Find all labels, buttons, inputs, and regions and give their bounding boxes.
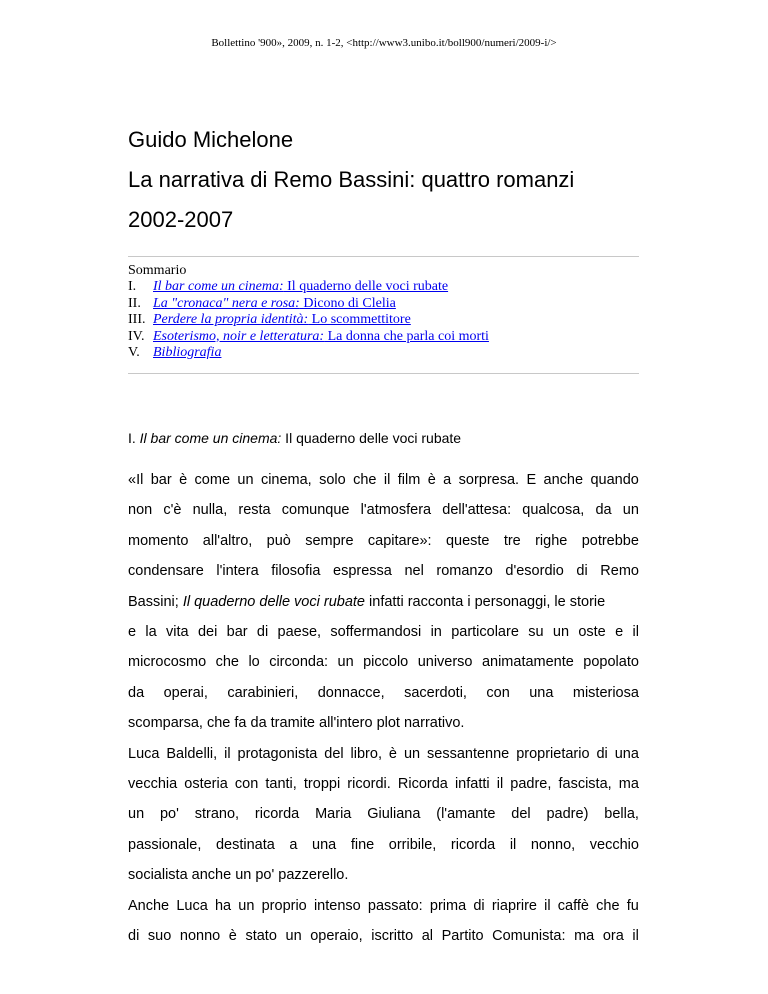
text-line [128, 495, 639, 525]
word: momento [128, 532, 189, 549]
word: e [128, 624, 137, 641]
word: ma [618, 776, 639, 793]
title-block [128, 120, 648, 240]
word: ricorda [450, 836, 496, 853]
word: dei [197, 624, 218, 641]
word: «Il [128, 472, 144, 488]
word: di [128, 928, 140, 945]
word: il [509, 836, 517, 853]
section-number: I. [128, 430, 140, 446]
table-of-contents [128, 263, 648, 361]
word: il [496, 776, 504, 793]
text-line [128, 594, 605, 610]
word: suo [147, 928, 172, 945]
text-line [128, 526, 639, 556]
word: il [544, 897, 551, 914]
paragraph [128, 891, 639, 952]
text-line [128, 830, 639, 860]
word: osteria [184, 776, 228, 793]
word: da [128, 684, 145, 701]
text-line [128, 465, 639, 495]
toc-link-title: La donna che parla coi morti [324, 328, 489, 344]
word: c'è [163, 502, 182, 519]
word: sessantenne [427, 745, 510, 762]
toc-item [128, 329, 648, 345]
word: su [528, 624, 544, 641]
toc-top-divider [128, 256, 639, 257]
word: all'altro, [202, 532, 253, 549]
word: e [615, 624, 624, 641]
word: proprietario [516, 745, 590, 762]
word: particolare [451, 624, 519, 641]
word: in [430, 624, 442, 641]
word: lo [248, 654, 260, 671]
word: vita [166, 624, 189, 641]
word: paese, [277, 624, 322, 641]
toc-item-number: I. [128, 279, 137, 295]
word: sacerdoti, [404, 684, 467, 701]
paragraph [128, 465, 639, 739]
toc-link-italic: Il bar come un cinema: [153, 279, 284, 295]
toc-item-number: IV. [128, 328, 145, 344]
word: Comunista: [492, 928, 566, 945]
word: Anche [128, 897, 170, 914]
toc-link-italic: Perdere la propria identità: [153, 312, 309, 328]
toc-link-title: Lo scommettitore [308, 312, 411, 328]
word: soffermandosi [330, 624, 422, 641]
word: a [443, 472, 452, 488]
word: ora [602, 928, 624, 945]
word: che [353, 472, 377, 488]
word: libro, [350, 745, 382, 762]
word: tre [503, 532, 521, 549]
word: oste [578, 624, 606, 641]
word: di [596, 745, 608, 762]
text-line: scomparsa, che fa da tramite all'intero plot narrativo. [128, 715, 465, 732]
word: romanzo [436, 563, 493, 580]
text-line [128, 678, 639, 708]
article-title-line-2: 2002-2007 [128, 207, 234, 232]
word: capitare»: [367, 532, 432, 549]
word: un [337, 654, 354, 671]
word: prima [429, 897, 467, 914]
word: orribile, [388, 836, 437, 853]
word: sempre [305, 532, 354, 549]
word: cinema, [260, 472, 312, 488]
word: carabinieri, [227, 684, 299, 701]
word: popolato [583, 654, 639, 671]
word: a [289, 836, 298, 853]
word: al [421, 928, 434, 945]
word: destinata [215, 836, 275, 853]
word: con [486, 684, 510, 701]
toc-link-title: Il quaderno delle voci rubate [283, 279, 449, 295]
word: un [622, 502, 639, 519]
word: potrebbe [581, 532, 639, 549]
text-line [128, 617, 639, 647]
word: Baldelli, [166, 745, 218, 762]
toc-item-number: III. [128, 312, 146, 328]
article-title-line-1: La narrativa di Remo Bassini: quattro romanzi [128, 167, 575, 192]
toc-link-bibliografia[interactable] [153, 345, 221, 361]
word: resta [238, 502, 271, 519]
word: Giuliana [367, 806, 421, 823]
word: padre, [510, 776, 552, 793]
word: fascista, [558, 776, 612, 793]
word: Ricorda [397, 776, 448, 793]
toc-item [128, 312, 648, 328]
toc-link-section-3[interactable] [153, 312, 411, 328]
text-line [128, 921, 639, 951]
toc-link-italic: Esoterismo, noir e letteratura: [153, 328, 325, 344]
word: intenso [313, 897, 361, 914]
word: po' [159, 806, 179, 823]
text-run: infatti racconta i personaggi, le storie [365, 593, 606, 610]
word: quando [590, 472, 639, 488]
word: il [383, 472, 391, 488]
word: Luca [128, 745, 160, 762]
word: infatti [454, 776, 490, 793]
word: è [228, 928, 237, 945]
word: come [194, 472, 231, 488]
toc-link-italic: Bibliografia [153, 345, 222, 361]
word: il [224, 745, 231, 762]
word: che [215, 654, 239, 671]
word: operai, [163, 684, 208, 701]
word: di [256, 624, 269, 641]
word: nonno, [530, 836, 576, 853]
word: qualcosa, [522, 502, 585, 519]
word: dell'attesa: [442, 502, 512, 519]
word: donnacce, [317, 684, 385, 701]
word: di [576, 563, 588, 580]
text-run: Bassini; [128, 593, 183, 610]
toc-item [128, 279, 648, 295]
toc-link-section-2[interactable] [153, 296, 396, 312]
toc-link-italic: La "cronaca" nera e rosa: [153, 295, 300, 311]
word: tanti, [265, 776, 297, 793]
word: filosofia [271, 563, 321, 580]
word: padre) [546, 806, 589, 823]
word: fine [350, 836, 375, 853]
toc-item-number: II. [128, 295, 141, 311]
word: vecchia [128, 776, 178, 793]
word: proprio [261, 897, 307, 914]
text-line: socialista anche un po' pazzerello. [128, 867, 349, 884]
toc-bottom-divider [128, 373, 639, 374]
word: iscritto [371, 928, 414, 945]
running-head: Bollettino '900», 2009, n. 1-2, <http://www3.unibo.it/boll900/numeri/2009-i/> [211, 37, 557, 49]
word: protagonista [237, 745, 318, 762]
word: misteriosa [572, 684, 639, 701]
word: troppi [303, 776, 341, 793]
word: ricordi. [347, 776, 391, 793]
word: del [324, 745, 344, 762]
word: Maria [315, 806, 352, 823]
toc-item-number: V. [128, 345, 140, 361]
word: stato [245, 928, 277, 945]
word: riaprire [491, 897, 537, 914]
word: ma [574, 928, 595, 945]
word: nonno [179, 928, 221, 945]
word: di [473, 897, 485, 914]
section-heading-italic: Il bar come un cinema: [139, 430, 282, 446]
word: una [529, 684, 554, 701]
word: condensare [128, 563, 204, 580]
word: una [312, 836, 337, 853]
word: circonda: [269, 654, 329, 671]
word: un [128, 806, 145, 823]
word: caffè [557, 897, 589, 914]
word: passato: [367, 897, 423, 914]
word: E [526, 472, 537, 488]
word: piccolo [363, 654, 409, 671]
word: è [427, 472, 436, 488]
word: un [552, 624, 570, 641]
word: bella, [604, 806, 639, 823]
book-title: Il quaderno delle voci rubate [182, 593, 365, 610]
word: microcosmo [128, 654, 207, 671]
word: film [397, 472, 421, 488]
word: ha [214, 897, 232, 914]
word: espressa [333, 563, 392, 580]
author-name: Guido Michelone [128, 127, 294, 152]
word: fu [626, 897, 639, 914]
word: è [179, 472, 188, 488]
word: nulla, [192, 502, 228, 519]
toc-link-section-1[interactable] [153, 279, 448, 295]
word: un [238, 897, 255, 914]
word: può [266, 532, 291, 549]
word: un [403, 745, 421, 762]
word: la [145, 624, 157, 641]
word: con [234, 776, 259, 793]
word: righe [535, 532, 568, 549]
word: animatamente [481, 654, 574, 671]
toc-item [128, 345, 648, 361]
toc-item [128, 296, 648, 312]
toc-link-title: Dicono di Clelia [299, 295, 396, 311]
word: il [632, 624, 639, 641]
word: (l'amante [436, 806, 496, 823]
word: è [388, 745, 397, 762]
word: l'intera [216, 563, 259, 580]
word: comunque [281, 502, 350, 519]
word: bar [226, 624, 248, 641]
text-line [128, 739, 639, 769]
word: da [595, 502, 612, 519]
word: ricorda [254, 806, 300, 823]
word: l'atmosfera [360, 502, 432, 519]
word: anche [543, 472, 584, 488]
section-heading-title: Il quaderno delle voci rubate [281, 430, 462, 446]
word: una [614, 745, 639, 762]
word: Luca [176, 897, 208, 914]
toc-link-section-4[interactable] [153, 329, 489, 345]
text-line [128, 891, 639, 921]
word: non [128, 502, 153, 519]
paragraph [128, 739, 639, 891]
word: il [632, 928, 639, 945]
section-heading [128, 430, 461, 446]
word: nel [404, 563, 424, 580]
word: solo [319, 472, 346, 488]
article-body [128, 465, 639, 952]
word: Remo [600, 563, 639, 580]
word: strano, [194, 806, 240, 823]
word: vecchio [589, 836, 639, 853]
word: Partito [441, 928, 484, 945]
text-line [128, 647, 639, 677]
text-line [128, 799, 639, 829]
text-line [128, 556, 639, 586]
word: un [237, 472, 254, 488]
word: queste [445, 532, 490, 549]
word: d'esordio [505, 563, 564, 580]
text-line [128, 769, 639, 799]
word: bar [150, 472, 172, 488]
word: operaio, [310, 928, 363, 945]
word: sorpresa. [458, 472, 520, 488]
toc-label: Sommario [128, 263, 187, 278]
word: del [511, 806, 531, 823]
word: passionale, [128, 836, 202, 853]
word: universo [417, 654, 473, 671]
word: un [285, 928, 302, 945]
word: che [596, 897, 620, 914]
